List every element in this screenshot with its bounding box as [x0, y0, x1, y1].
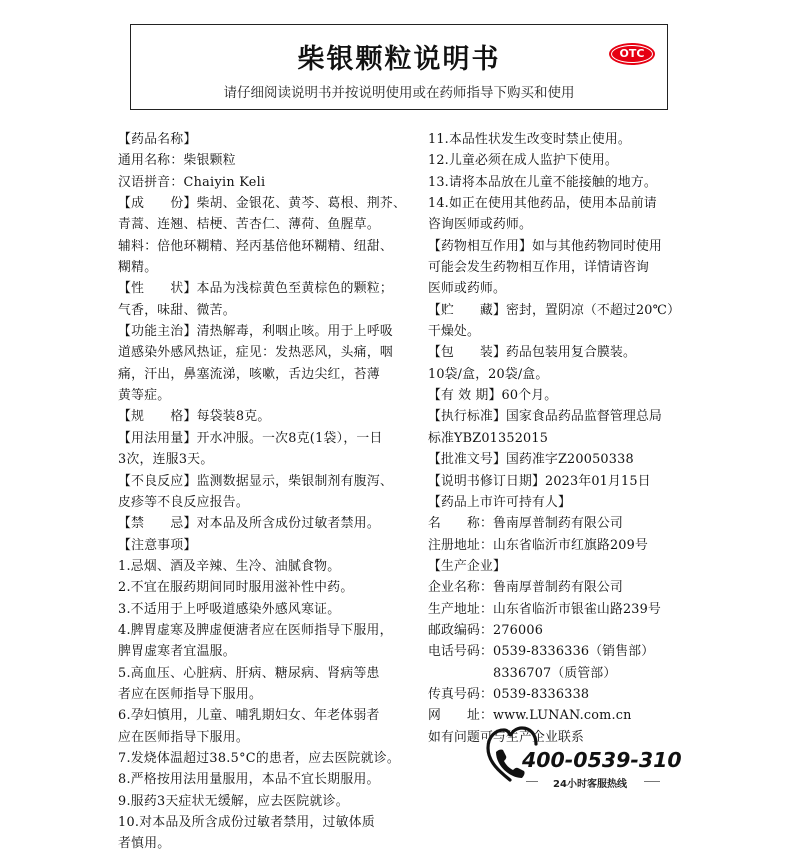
leaflet-line: 8.严格按用法用量服用，本品不宜长期服用。	[118, 772, 380, 788]
leaflet-line: 9.服药3天症状无缓解，应去医院就诊。	[118, 793, 349, 809]
leaflet-line: 【药品名称】	[118, 132, 197, 147]
page-title: 柴银颗粒说明书	[297, 44, 501, 75]
leaflet-line: 【药品上市许可持有人】	[428, 494, 571, 510]
leaflet-line: 【不良反应】监测数据显示，柴银制剂有腹泻、	[118, 473, 394, 489]
header-subtitle: 请仔细阅读说明书并按说明使用或在药师指导下购买和使用	[223, 85, 575, 101]
leaflet-line: 道感染外感风热证，症见：发热恶风，头痛，咽	[118, 345, 394, 361]
leaflet-line: 【有 效 期】60个月。	[428, 388, 558, 404]
leaflet-line: 黄等症。	[118, 388, 171, 404]
leaflet-line: 【用法用量】开水冲服。一次8克(1袋），一日	[118, 430, 383, 446]
leaflet-line: 7.发烧体温超过38.5°C的患者，应去医院就诊。	[118, 750, 400, 766]
leaflet-line: 【说明书修订日期】2023年01月15日	[428, 473, 651, 489]
leaflet-line: 12.儿童必须在成人监护下使用。	[428, 153, 618, 169]
leaflet-line: 【性 状】本品为浅棕黄色至黄棕色的颗粒；	[118, 281, 394, 297]
leaflet-line: 企业名称：鲁南厚普制药有限公司	[428, 580, 623, 596]
leaflet-line: 传真号码：0539-8336338	[428, 686, 590, 702]
leaflet-line: 【注意事项】	[118, 537, 197, 553]
hotline-block	[482, 722, 682, 794]
leaflet-line: 气香，味甜、微苦。	[118, 302, 236, 318]
leaflet-line: 11.本品性状发生改变时禁止使用。	[428, 132, 631, 147]
leaflet-line: 3.不适用于上呼吸道感染外感风寒证。	[118, 601, 341, 617]
leaflet-line: 标准YBZ01352015	[428, 430, 549, 446]
leaflet-line: 【药物相互作用】如与其他药物同时使用	[428, 238, 662, 254]
leaflet-line: 电话号码：0539-8336336（销售部）	[428, 644, 655, 660]
leaflet-line: 1.忌烟、酒及辛辣、生冷、油腻食物。	[118, 558, 341, 574]
leaflet-line: 医师或药师。	[428, 281, 506, 297]
leaflet-line: 10袋/盒，20袋/盒。	[428, 366, 549, 382]
leaflet-line: 脾胃虚寒者宜温服。	[118, 644, 236, 660]
leaflet-line: 者慎用。	[118, 836, 171, 852]
leaflet-line: 辅料：倍他环糊精、羟丙基倍他环糊精、纽甜、	[118, 238, 394, 254]
leaflet-line: 10.对本品及所含成份过敏者禁用，过敏体质	[118, 815, 375, 830]
leaflet-line: 【生产企业】	[428, 558, 506, 574]
leaflet-line: 网 址：www.LUNAN.com.cn	[428, 708, 632, 724]
leaflet-line: 邮政编码：276006	[428, 622, 544, 638]
leaflet-line: 汉语拼音：Chaiyin Keli	[118, 174, 266, 190]
leaflet-line: 如有问题可与生产企业联系	[428, 729, 584, 745]
leaflet-line: 糊精。	[118, 260, 158, 276]
leaflet-line: 8336707（质管部）	[428, 665, 617, 681]
leaflet-line: 2.不宜在服药期间同时服用滋补性中药。	[118, 580, 354, 596]
leaflet-line: 5.高血压、心脏病、肝病、糖尿病、肾病等患	[118, 665, 380, 681]
leaflet-line: 4.脾胃虚寒及脾虚便溏者应在医师指导下服用，	[118, 622, 393, 638]
leaflet-line: 可能会发生药物相互作用，详情请咨询	[428, 260, 649, 276]
leaflet-line: 注册地址：山东省临沂市红旗路209号	[428, 537, 648, 553]
leaflet-line: 【执行标准】国家食品药品监督管理总局	[428, 409, 662, 425]
leaflet-line: 【禁 忌】对本品及所含成份过敏者禁用。	[118, 516, 380, 532]
leaflet-line: 【规 格】每袋装8克。	[118, 409, 271, 425]
leaflet-line: 者应在医师指导下服用。	[118, 686, 263, 702]
left-column	[118, 129, 420, 855]
leaflet-line: 应在医师指导下服用。	[118, 729, 249, 745]
leaflet-line: 【功能主治】清热解毒，利咽止咳。用于上呼吸	[118, 324, 394, 340]
leaflet-line: 皮疹等不良反应报告。	[118, 494, 249, 510]
hotline-number: 400-0539-310	[522, 748, 682, 772]
leaflet-line: 6.孕妇慎用，儿童、哺乳期妇女、年老体弱者	[118, 708, 380, 724]
leaflet-line: 痛，汗出，鼻塞流涕，咳嗽，舌边尖红，苔薄	[118, 366, 380, 382]
leaflet-line: 青蒿、连翘、桔梗、苦杏仁、薄荷、鱼腥草。	[118, 217, 380, 233]
leaflet-line: 【贮 藏】密封，置阴凉（不超过20℃）	[428, 302, 681, 318]
leaflet-header	[130, 24, 668, 110]
hotline-rule-right	[644, 781, 660, 782]
leaflet-line: 14.如正在使用其他药品，使用本品前请	[428, 196, 657, 212]
leaflet-line: 【包 装】药品包装用复合膜装。	[428, 345, 636, 361]
leaflet-line: 咨询医师或药师。	[428, 217, 532, 233]
leaflet-line: 13.请将本品放在儿童不能接触的地方。	[428, 174, 657, 190]
leaflet-line: 干燥处。	[428, 324, 480, 340]
hotline-caption: 24小时客服热线	[553, 779, 627, 790]
right-column	[428, 129, 682, 748]
leaflet-line: 通用名称：柴银颗粒	[118, 153, 236, 169]
otc-badge: OTC	[609, 43, 655, 65]
leaflet-line: 名 称：鲁南厚普制药有限公司	[428, 516, 623, 532]
leaflet-line: 3次，连服3天。	[118, 452, 214, 468]
leaflet-line: 生产地址：山东省临沂市银雀山路239号	[428, 601, 661, 617]
leaflet-line: 【成 份】柴胡、金银花、黄芩、葛根、荆芥、	[118, 196, 407, 212]
leaflet-line: 【批准文号】国药准字Z20050338	[428, 452, 634, 468]
